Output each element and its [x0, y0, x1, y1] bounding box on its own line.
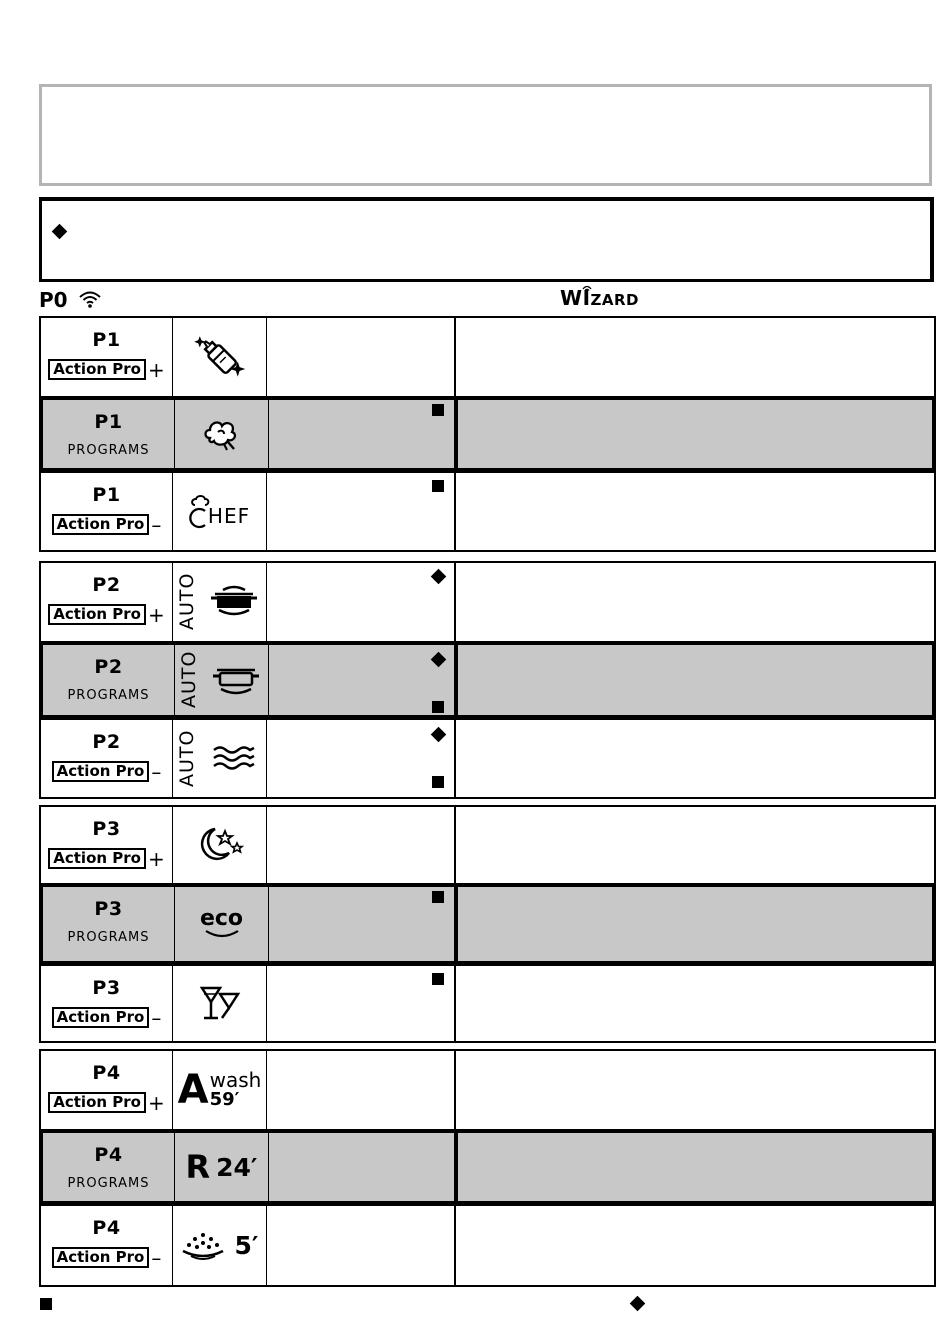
- program-name-cell: [267, 1206, 456, 1285]
- program-code: P1: [94, 411, 123, 433]
- program-code-cell: [41, 1206, 173, 1285]
- wizard-signal-icon: [581, 283, 593, 293]
- program-name-cell: [267, 720, 456, 797]
- program-code-cell: [43, 645, 175, 715]
- program-code-cell: [41, 473, 173, 550]
- diamond-marker-icon: [431, 569, 447, 585]
- auto-label: AUTO: [178, 650, 200, 708]
- program-code: P3: [92, 818, 121, 840]
- action-pro-sign: –: [151, 512, 162, 537]
- rapid-icon-letter: R: [185, 1148, 211, 1186]
- program-name-cell: [267, 473, 456, 550]
- program-code-cell: [43, 1133, 175, 1201]
- action-pro-sign: –: [151, 1245, 162, 1270]
- action-pro-label: Action Pro: [48, 1092, 146, 1113]
- program-desc-cell: [458, 1133, 932, 1201]
- program-desc-cell: [456, 966, 934, 1041]
- a-wash-icon: [173, 1051, 266, 1129]
- program-code-cell: [41, 563, 173, 641]
- baby-bottle-sparkle-icon: [173, 318, 266, 396]
- program-row: [39, 396, 936, 472]
- auto-pot-outline-icon: [203, 645, 268, 715]
- square-marker-icon: [432, 891, 444, 903]
- action-pro-label: Action Pro: [52, 514, 150, 535]
- wizard-logo: [560, 284, 639, 314]
- program-code: P1: [92, 329, 121, 351]
- diamond-marker-icon: [431, 652, 447, 668]
- program-desc-cell: [456, 1206, 934, 1285]
- diamond-marker-icon: [431, 727, 447, 743]
- program-row: [39, 883, 936, 965]
- program-code-cell: [41, 720, 173, 797]
- program-code-cell: [41, 1051, 173, 1129]
- wifi-icon: [78, 289, 102, 309]
- program-icon-cell: [173, 720, 267, 797]
- program-desc-cell: [456, 563, 934, 641]
- program-row: [39, 1129, 936, 1205]
- glasses-icon: [173, 966, 266, 1041]
- program-group: [39, 805, 936, 1043]
- square-marker-icon: [432, 776, 444, 788]
- header-box: [39, 84, 932, 186]
- program-name-cell: [269, 400, 458, 468]
- action-pro-sign: –: [151, 1005, 162, 1030]
- auto-waves-icon: [201, 720, 266, 797]
- programs-label: PROGRAMS: [67, 688, 150, 703]
- program-desc-cell: [456, 720, 934, 797]
- action-pro-sign: +: [147, 602, 165, 627]
- auto-label: AUTO: [176, 729, 198, 787]
- p0-label: [39, 288, 102, 312]
- chef-icon: [173, 473, 266, 550]
- program-code: P4: [94, 1144, 123, 1166]
- program-code: P2: [92, 731, 121, 753]
- diamond-legend-icon: [630, 1296, 646, 1312]
- program-code: P2: [92, 574, 121, 596]
- programs-label: PROGRAMS: [67, 930, 150, 945]
- program-code: P1: [92, 484, 121, 506]
- program-code-cell: [41, 807, 173, 883]
- program-row: [41, 807, 934, 883]
- program-name-cell: [267, 563, 456, 641]
- program-icon-cell: [175, 400, 269, 468]
- program-code: P3: [92, 977, 121, 999]
- moon-stars-icon: [173, 807, 266, 883]
- auto-label: AUTO: [176, 572, 198, 630]
- square-marker-icon: [432, 404, 444, 416]
- program-name-cell: [267, 807, 456, 883]
- program-group: [39, 1049, 936, 1287]
- wizard-i: I: [582, 286, 591, 310]
- program-row: [39, 641, 936, 719]
- program-row: [41, 1051, 934, 1129]
- program-desc-cell: [456, 318, 934, 396]
- program-desc-cell: [458, 887, 932, 961]
- program-code: P4: [92, 1217, 121, 1239]
- eco-icon-text: eco: [199, 906, 244, 931]
- program-name-cell: [269, 887, 458, 961]
- prewash-5-icon: [173, 1206, 266, 1285]
- program-icon-cell: [173, 1206, 267, 1285]
- program-group: [39, 316, 936, 552]
- a-wash-icon-bottom: 59′: [209, 1089, 240, 1110]
- program-code: P3: [94, 898, 123, 920]
- program-icon-cell: [173, 318, 267, 396]
- program-icon-cell: [173, 807, 267, 883]
- program-icon-cell: [173, 1051, 267, 1129]
- square-marker-icon: [432, 701, 444, 713]
- action-pro-sign: +: [147, 846, 165, 871]
- wizard-w: W: [560, 286, 583, 310]
- a-wash-icon-letter: A: [177, 1067, 209, 1113]
- program-name-cell: [267, 318, 456, 396]
- program-code-cell: [41, 966, 173, 1041]
- program-desc-cell: [458, 400, 932, 468]
- program-row: [41, 318, 934, 396]
- program-row: [41, 1205, 934, 1285]
- program-name-cell: [267, 966, 456, 1041]
- program-desc-cell: [456, 807, 934, 883]
- program-icon-cell: [173, 966, 267, 1041]
- program-code: P2: [94, 656, 123, 678]
- square-legend-icon: [40, 1298, 52, 1310]
- program-code-cell: [41, 318, 173, 396]
- diamond-icon: [52, 224, 68, 240]
- note-box: [39, 197, 934, 282]
- program-desc-cell: [456, 1051, 934, 1129]
- action-pro-label: Action Pro: [48, 359, 146, 380]
- auto-pot-full-icon: [201, 563, 266, 641]
- action-pro-label: Action Pro: [52, 761, 150, 782]
- program-icon-cell: [175, 887, 269, 961]
- program-icon-cell: [175, 645, 269, 715]
- programs-label: PROGRAMS: [67, 1176, 150, 1191]
- action-pro-label: Action Pro: [52, 1247, 150, 1268]
- p0-text: P0: [39, 288, 68, 312]
- program-icon-cell: [173, 563, 267, 641]
- program-row: [41, 472, 934, 550]
- program-row: [41, 719, 934, 797]
- square-marker-icon: [432, 973, 444, 985]
- action-pro-label: Action Pro: [48, 604, 146, 625]
- program-code: P4: [92, 1062, 121, 1084]
- program-name-cell: [269, 645, 458, 715]
- program-icon-cell: [175, 1133, 269, 1201]
- program-desc-cell: [458, 645, 932, 715]
- programs-label: PROGRAMS: [67, 443, 150, 458]
- program-name-cell: [267, 1051, 456, 1129]
- program-code-cell: [43, 400, 175, 468]
- chef-icon-text: HEF: [207, 503, 251, 528]
- action-pro-label: Action Pro: [48, 848, 146, 869]
- action-pro-sign: –: [151, 759, 162, 784]
- square-marker-icon: [432, 480, 444, 492]
- wizard-i-wrap: [583, 286, 591, 310]
- program-icon-cell: [173, 473, 267, 550]
- program-group: [39, 561, 936, 799]
- action-pro-sign: +: [147, 1090, 165, 1115]
- program-code-cell: [43, 887, 175, 961]
- rapid-24-icon: [175, 1133, 268, 1201]
- program-row: [41, 563, 934, 641]
- prewash-icon-time: 5′: [234, 1231, 259, 1260]
- action-pro-label: Action Pro: [52, 1007, 150, 1028]
- action-pro-sign: +: [147, 357, 165, 382]
- rapid-icon-time: 24′: [216, 1152, 258, 1182]
- program-desc-cell: [456, 473, 934, 550]
- program-row: [41, 965, 934, 1041]
- wizard-rest: ZARD: [590, 291, 640, 309]
- eco-icon: [175, 887, 268, 961]
- a-wash-icon-top: wash: [209, 1068, 262, 1092]
- program-name-cell: [269, 1133, 458, 1201]
- fluffy-cloud-icon: [175, 400, 268, 468]
